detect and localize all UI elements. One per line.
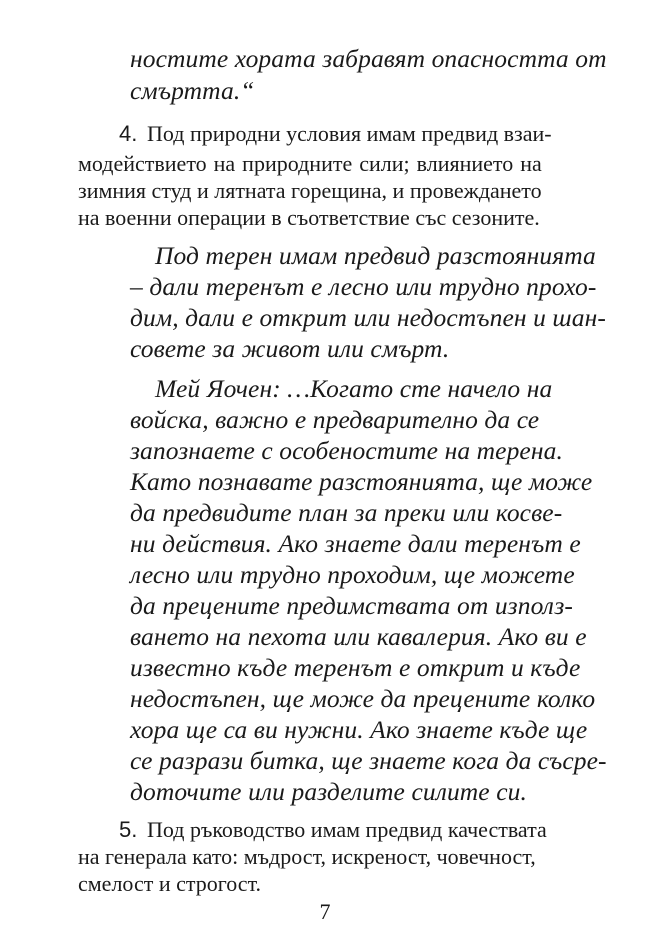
- paragraph-line: запознаете с особеностите на терена.: [130, 436, 563, 465]
- paragraph-line: известно къде теренът е открит и къде: [130, 653, 581, 682]
- paragraph-line: ването на пехота или кавалерия. Ако ви е: [130, 622, 587, 651]
- paragraph-line: войска, важно е предварително да се: [130, 405, 540, 434]
- paragraph-line: да предвидите план за преки или косве-: [130, 498, 563, 527]
- paragraph-line: Под ръководство имам предвид качествата: [147, 817, 547, 842]
- paragraph-line: се разрази битка, ще знаете кога да съсре-: [130, 746, 607, 775]
- item-number: 4.: [119, 121, 138, 146]
- page-number: 7: [319, 899, 331, 924]
- paragraph-line: Мей Яочен: …Когато сте начело на: [155, 374, 553, 403]
- paragraph-line: на генерала като: мъдрост, искреност, човечност,: [78, 844, 536, 869]
- quote-line: смъртта.“: [130, 76, 255, 105]
- paragraph-line: зимния студ и лятната горещина, и провеждането: [78, 178, 542, 203]
- paragraph-line: Под терен имам предвид разстоянията: [155, 241, 596, 270]
- quote-line: ностите хората забравят опасността от: [130, 44, 607, 73]
- paragraph-line: на военни операции в съответствие със сезоните.: [78, 205, 540, 230]
- paragraph-line: ни действия. Ако знаете дали теренът е: [130, 529, 581, 558]
- paragraph-line: Като познавате разстоянията, ще може: [130, 467, 593, 496]
- paragraph-line: совете за живот или смърт.: [130, 334, 450, 363]
- paragraph-line: смелост и строгост.: [78, 871, 262, 896]
- item-number: 5.: [119, 817, 138, 842]
- paragraph-line: Под природни условия имам предвид взаи-: [147, 121, 552, 146]
- paragraph-line: недостъпен, ще може да прецените колко: [130, 684, 596, 713]
- paragraph-line: да прецените предимствата от използ-: [130, 591, 573, 620]
- paragraph-line: дим, дали е открит или недостъпен и шан-: [130, 303, 606, 332]
- paragraph-line: хора ще са ви нужни. Ако знаете къде ще: [130, 715, 588, 744]
- paragraph-line: лесно или трудно проходим, ще можете: [130, 560, 575, 589]
- paragraph-line: – дали теренът е лесно или трудно прохо-: [130, 272, 597, 301]
- paragraph-line: доточите или разделите силите си.: [130, 777, 527, 806]
- paragraph-line: модействието на природните сили; влиянието на: [78, 151, 542, 176]
